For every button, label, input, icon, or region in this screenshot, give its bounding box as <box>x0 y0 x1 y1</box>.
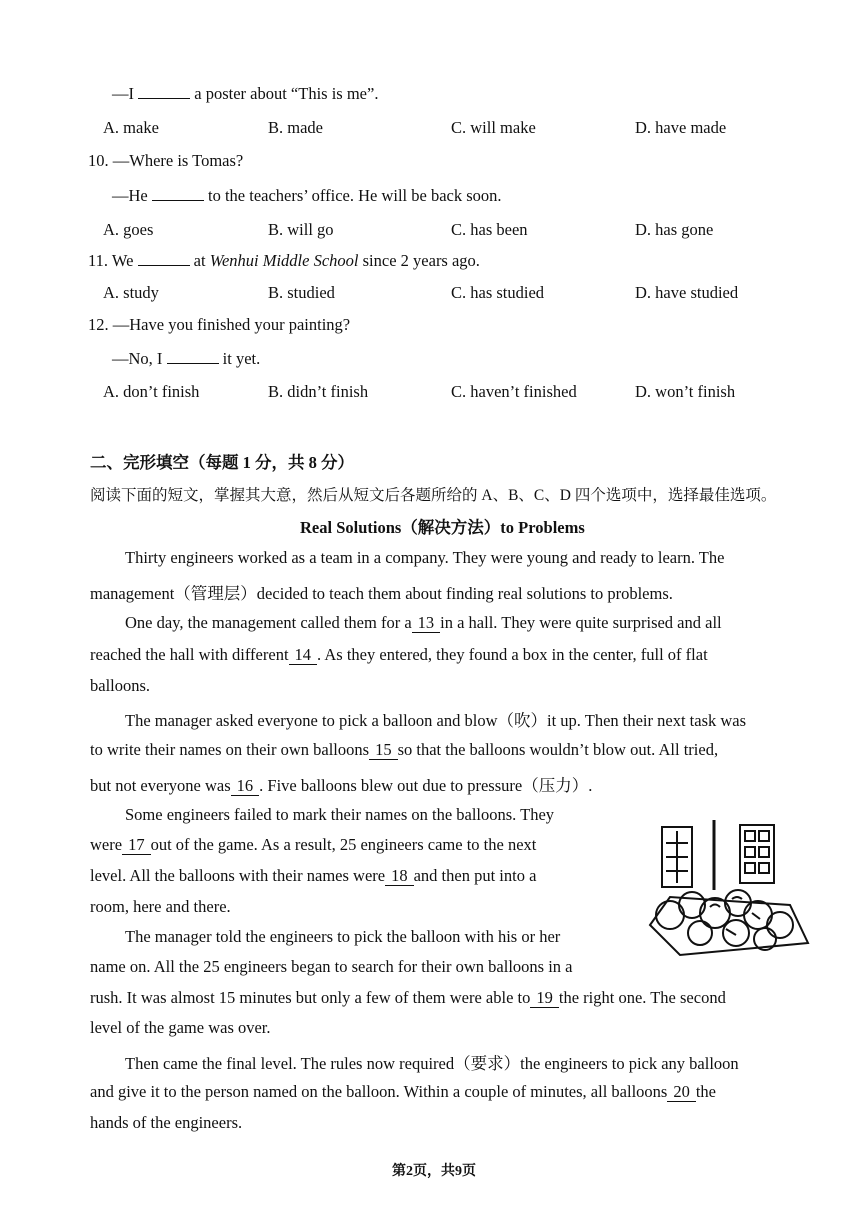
p2-text-b: in a hall. They were quite surprised and all <box>440 613 722 632</box>
passage-p4-line4: room, here and there. <box>90 897 231 916</box>
blank-16: 16 <box>231 776 260 796</box>
p4-text-a: were <box>90 835 123 854</box>
blank-17: 17 <box>122 835 151 855</box>
q10-line-prefix: —He <box>112 186 148 205</box>
p2-text-c: reached the hall with different <box>90 645 289 664</box>
passage-p2-line1 <box>125 613 722 633</box>
q12-option-a[interactable]: A. don’t finish <box>103 382 200 401</box>
balloon <box>688 921 712 945</box>
blank-14: 14 <box>289 645 318 665</box>
q11-suffix: since 2 years ago. <box>362 251 480 270</box>
passage-p1-line1: Thirty engineers worked as a team in a company. They were young and ready to learn. The <box>125 548 725 567</box>
balloons-illustration <box>640 815 810 960</box>
q10-option-a[interactable]: A. goes <box>103 220 154 239</box>
passage-p5-line4: level of the game was over. <box>90 1018 271 1037</box>
q12-option-c[interactable]: C. haven’t finished <box>451 382 577 401</box>
q11-stem <box>88 251 480 271</box>
q9-option-d[interactable]: D. have made <box>635 118 727 137</box>
passage-p5-line2: name on. All the 25 engineers began to search for their own balloons in a <box>90 957 573 976</box>
q9-option-b[interactable]: B. made <box>268 118 323 137</box>
passage-p6-line2 <box>90 1082 716 1102</box>
passage-p6-line3: hands of the engineers. <box>90 1113 243 1132</box>
q12-line-prefix: —No, I <box>112 349 163 368</box>
passage-p3-line2 <box>90 740 718 760</box>
balloon <box>679 892 705 918</box>
q10-stem: 10. —Where is Tomas? <box>88 151 244 170</box>
q11-school-name: Wenhui Middle School <box>209 251 359 270</box>
q9-answer-line <box>112 84 378 104</box>
q9-blank <box>138 84 190 99</box>
p4-text-d: and then put into a <box>413 866 537 885</box>
q9-line-suffix: a poster about “This is me”. <box>194 84 379 103</box>
p4-text-b: out of the game. As a result, 25 engineers came to the next <box>150 835 537 854</box>
p6-text-b: the <box>695 1082 717 1101</box>
p5-text-a: rush. It was almost 15 minutes but only a few of them were able to <box>90 988 531 1007</box>
q11-option-c[interactable]: C. has studied <box>451 283 545 302</box>
passage-p4-line3 <box>90 866 536 886</box>
blank-15: 15 <box>369 740 398 760</box>
q9-option-a[interactable]: A. make <box>103 118 159 137</box>
p5-text-b: the right one. The second <box>558 988 726 1007</box>
blank-13: 13 <box>412 613 441 633</box>
q11-at: at <box>193 251 206 270</box>
section-instruction: 阅读下面的短文，掌握其大意，然后从短文后各题所给的 A、B、C、D 四个选项中，选择最佳选项。 <box>90 487 777 504</box>
q11-option-b[interactable]: B. studied <box>268 283 335 302</box>
q10-line-suffix: to the teachers’ office. He will be back soon. <box>208 186 502 205</box>
p4-text-c: level. All the balloons with their names were <box>90 866 386 885</box>
passage-p6-line1: Then came the final level. The rules now required（要求）the engineers to pick any balloon <box>125 1054 739 1073</box>
q12-stem: 12. —Have you finished your painting? <box>88 315 351 334</box>
p2-text-d: . As they entered, they found a box in the center, full of flat <box>317 645 708 664</box>
q10-blank <box>152 186 204 201</box>
passage-p3-line3 <box>90 772 592 796</box>
p3-text-a: to write their names on their own balloons <box>90 740 370 759</box>
q10-option-d[interactable]: D. has gone <box>635 220 714 239</box>
passage-p3-line1: The manager asked everyone to pick a balloon and blow（吹）it up. Then their next task was <box>125 711 747 730</box>
p3-text-c: but not everyone was <box>90 776 231 795</box>
passage-p1-line2: management（管理层）decided to teach them about finding real solutions to problems. <box>90 584 673 603</box>
q9-line-prefix: —I <box>112 84 134 103</box>
p3-text-d: . Five balloons blew out due to pressure（压力）. <box>259 776 593 795</box>
passage-p4-line1: Some engineers failed to mark their names on the balloons. They <box>125 805 555 824</box>
q11-blank <box>138 251 190 266</box>
p3-text-b: so that the balloons wouldn’t blow out. All tried, <box>397 740 719 759</box>
blank-19: 19 <box>530 988 559 1008</box>
blank-18: 18 <box>385 866 414 886</box>
passage-p5-line3 <box>90 988 726 1008</box>
p2-text-a: One day, the management called them for a <box>125 613 412 632</box>
q10-option-b[interactable]: B. will go <box>268 220 334 239</box>
q12-blank <box>167 349 219 364</box>
passage-p2-line3: balloons. <box>90 676 151 695</box>
q10-answer-line <box>112 186 502 206</box>
balloon <box>767 912 793 938</box>
passage-p2-line2 <box>90 645 708 665</box>
q10-option-c[interactable]: C. has been <box>451 220 528 239</box>
q11-option-a[interactable]: A. study <box>103 283 159 302</box>
p6-text-a: and give it to the person named on the balloon. Within a couple of minutes, all balloons <box>90 1082 668 1101</box>
blank-20: 20 <box>667 1082 696 1102</box>
q12-option-b[interactable]: B. didn’t finish <box>268 382 369 401</box>
passage-p5-line1: The manager told the engineers to pick the balloon with his or her <box>125 927 561 946</box>
passage-title: Real Solutions（解决方法）to Problems <box>300 518 585 537</box>
q12-answer-line <box>112 349 260 369</box>
q11-prefix: 11. We <box>88 251 134 270</box>
q12-option-d[interactable]: D. won’t finish <box>635 382 736 401</box>
section-heading: 二、完形填空（每题 1 分，共 8 分） <box>90 453 354 472</box>
passage-p4-line2 <box>90 835 536 855</box>
q9-option-c[interactable]: C. will make <box>451 118 536 137</box>
q12-line-suffix: it yet. <box>222 349 261 368</box>
page-number: 第2页，共9页 <box>392 1164 476 1179</box>
q11-option-d[interactable]: D. have studied <box>635 283 739 302</box>
balloon <box>723 920 749 946</box>
